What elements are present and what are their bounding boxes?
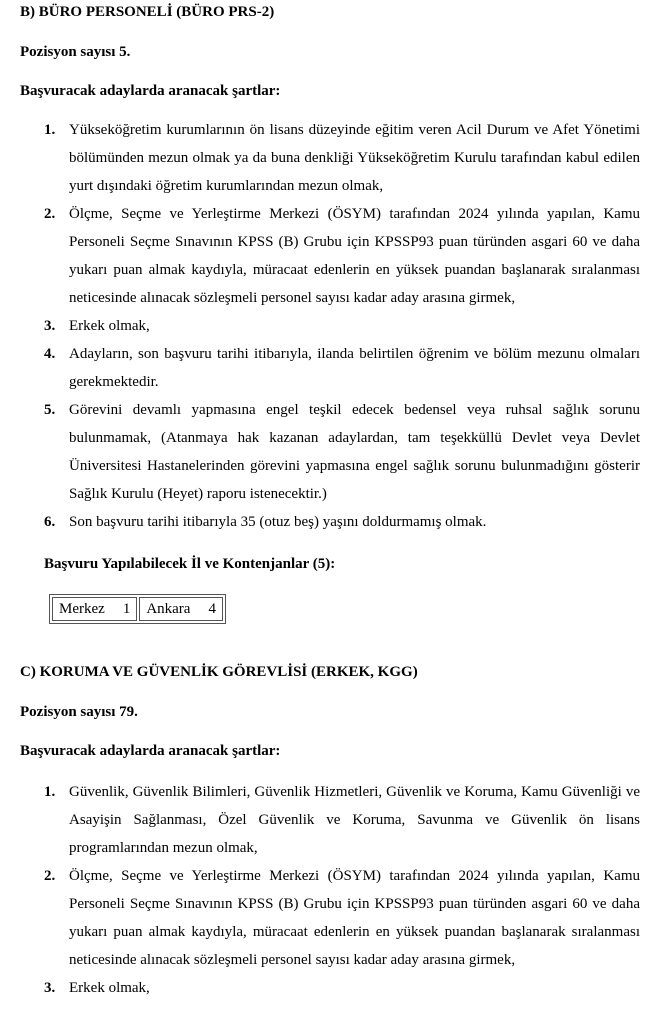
list-item-text: Erkek olmak, (69, 318, 150, 334)
quota-count: 4 (208, 600, 216, 617)
section-b-title: B) BÜRO PERSONELİ (BÜRO PRS-2) (20, 4, 275, 20)
list-item-number: 3. (44, 318, 56, 334)
list-item (44, 396, 640, 508)
quota-table (49, 594, 226, 624)
list-item-number: 1. (44, 784, 56, 800)
table-row (52, 597, 223, 621)
section-b-positions: Pozisyon sayısı 5. (20, 44, 131, 60)
list-item (44, 116, 640, 200)
list-item-number: 2. (44, 206, 56, 222)
list-item-number: 6. (44, 514, 56, 530)
list-item (44, 312, 640, 340)
list-item (44, 778, 640, 862)
list-item (44, 340, 640, 396)
section-c-positions: Pozisyon sayısı 79. (20, 704, 138, 720)
list-item-text: Yükseköğretim kurumlarının ön lisans düzeyinde eğitim veren Acil Durum ve Afet Yönetimi bölümünden mezun olmak ya da buna denkliği Yükseköğretim Kurulu tarafından kabul edilen yurt dışındaki öğretim kurumlarından mezun olmak, (69, 122, 640, 194)
list-item (44, 974, 640, 1002)
quota-count: 1 (122, 600, 131, 617)
list-item-text: Son başvuru tarihi itibarıyla 35 (otuz beş) yaşını doldurmamış olmak. (69, 514, 487, 530)
list-item-text: Erkek olmak, (69, 980, 150, 996)
list-item-text: Ölçme, Seçme ve Yerleştirme Merkezi (ÖSYM) tarafından 2024 yılında yapılan, Kamu Personeli Seçme Sınavının KPSS (B) Grubu için KPSSP93 puan türünden asgari 60 ve daha yukarı puan almak kaydıyla, müracaat edenlerin en yüksek puandan başlanarak sıralanması neticesinde alınacak sözleşmeli personel sayısı kadar aday arasına girmek, (69, 868, 640, 968)
list-item (44, 508, 640, 536)
quota-cell (52, 597, 137, 621)
quota-city: Ankara (146, 600, 191, 617)
list-item-text: Güvenlik, Güvenlik Bilimleri, Güvenlik Hizmetleri, Güvenlik ve Koruma, Kamu Güvenliği ve Asayişin Sağlanması, Özel Güvenlik ve Koruma, Savunma ve Güvenlik ön lisans programlarından mezun olmak, (69, 784, 640, 856)
list-item-number: 3. (44, 980, 56, 996)
section-c-title: C) KORUMA VE GÜVENLİK GÖREVLİSİ (ERKEK, KGG) (20, 664, 418, 680)
list-item-number: 1. (44, 122, 56, 138)
list-item-text: Adayların, son başvuru tarihi itibarıyla, ilanda belirtilen öğrenim ve bölüm mezunu olmaları gerekmektedir. (69, 346, 640, 390)
section-b-requirements-heading: Başvuracak adaylarda aranacak şartlar: (20, 83, 281, 99)
list-item-text: Ölçme, Seçme ve Yerleştirme Merkezi (ÖSYM) tarafından 2024 yılında yapılan, Kamu Personeli Seçme Sınavının KPSS (B) Grubu için KPSSP93 puan türünden asgari 60 ve daha yukarı puan almak kaydıyla, müracaat edenlerin en yüksek puandan başlanarak sıralanması neticesinde alınacak sözleşmeli personel sayısı kadar aday arasına girmek, (69, 206, 640, 306)
list-item-text: Görevini devamlı yapmasına engel teşkil edecek bedensel veya ruhsal sağlık sorunu bulunmamak, (Atanmaya hak kazanan adaylardan, tam teşekküllü Devlet veya Devlet Üniversitesi Hastanelerinden görevini yapmasına engel sağlık sorunu bulunmadığını gösterir Sağlık Kurulu (Heyet) raporu istenecektir.) (69, 402, 640, 502)
list-item (44, 200, 640, 312)
quota-heading: Başvuru Yapılabilecek İl ve Kontenjanlar (5): (44, 556, 336, 572)
section-c-requirements-list (44, 778, 640, 1002)
quota-cell (139, 597, 223, 621)
list-item-number: 5. (44, 402, 56, 418)
quota-city: Merkez (59, 600, 105, 617)
list-item (44, 862, 640, 974)
list-item-number: 2. (44, 868, 56, 884)
section-c-requirements-heading: Başvuracak adaylarda aranacak şartlar: (20, 743, 281, 759)
section-b-requirements-list (44, 116, 640, 536)
list-item-number: 4. (44, 346, 56, 362)
